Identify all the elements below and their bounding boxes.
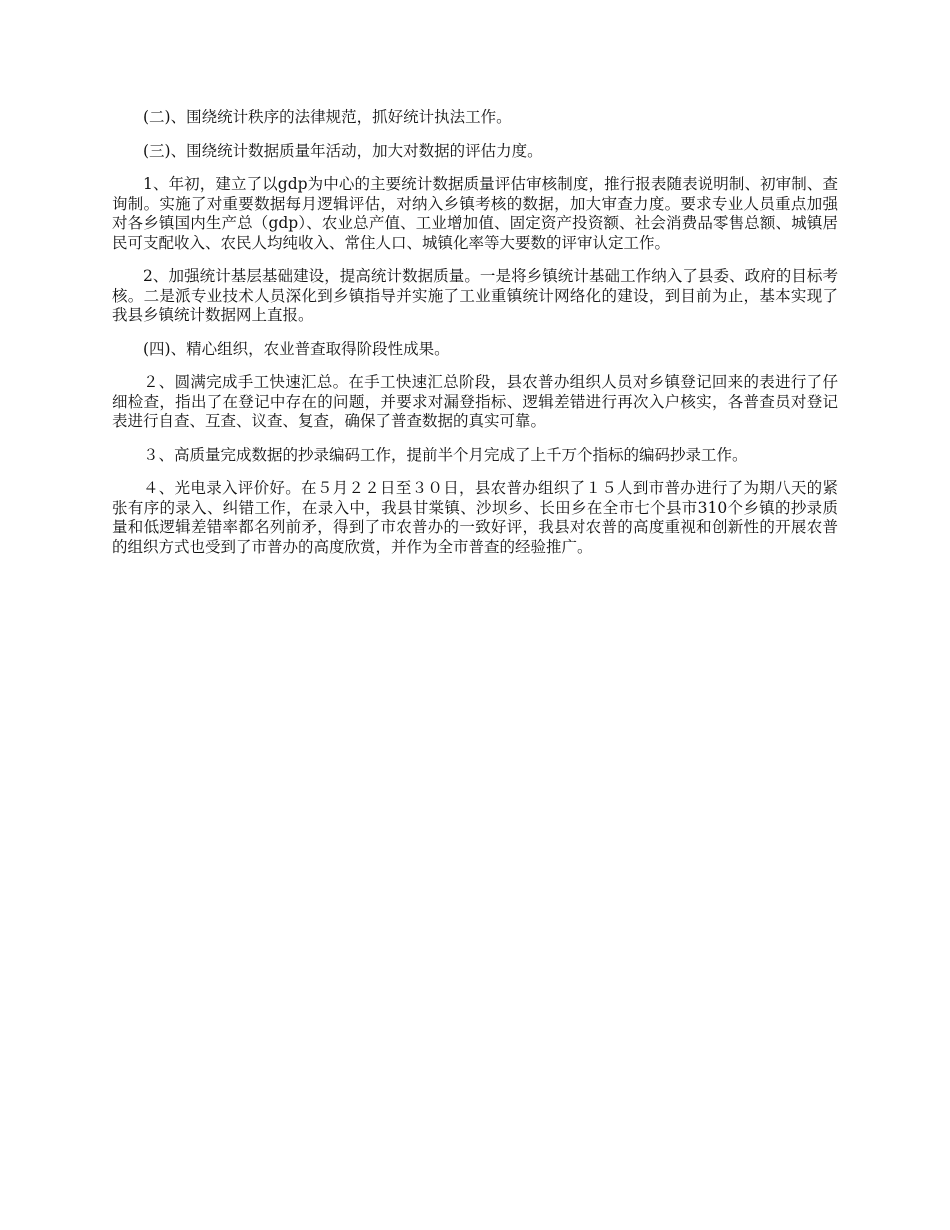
paragraph-optical-entry: ４、光电录入评价好。在５月２２日至３０日，县农普办组织了１５人到市普办进行了为期八天的紧张有序的录入、纠错工作，在录入中，我县甘棠镇、沙坝乡、长田乡在全市七个县市310个乡镇的抄录质量和低逻辑差错率都名列前矛，得到了市农普办的一致好评，我县对农普的高度重视和创新性的开展农普的组织方式也受到了市普办的高度欣赏，并作为全市普查的经验推广。	[112, 479, 838, 556]
document-body	[112, 108, 838, 571]
paragraph-manual-summary: ２、圆满完成手工快速汇总。在手工快速汇总阶段，县农普办组织人员对乡镇登记回来的表进行了仔细检查，指出了在登记中存在的问题，并要求对漏登指标、逻辑差错进行再次入户核实，各普查员对登记表进行自查、互查、议查、复查，确保了普查数据的真实可靠。	[112, 373, 838, 430]
heading-section-4: (四)、精心组织，农业普查取得阶段性成果。	[143, 339, 450, 358]
heading-section-3: (三)、围绕统计数据质量年活动，加大对数据的评估力度。	[143, 141, 543, 160]
heading-section-2: (二)、围绕统计秩序的法律规范，抓好统计执法工作。	[143, 108, 512, 126]
paragraph-data-encoding: ３、高质量完成数据的抄录编码工作，提前半个月完成了上千万个指标的编码抄录工作。	[143, 445, 748, 464]
paragraph-item-2: 2、加强统计基层基础建设，提高统计数据质量。一是将乡镇统计基础工作纳入了县委、政府的目标考核。二是派专业技术人员深化到乡镇指导并实施了工业重镇统计网络化的建设，到目前为止，基本实现了我县乡镇统计数据网上直报。	[112, 267, 838, 324]
paragraph-item-1: 1、年初，建立了以gdp为中心的主要统计数据质量评估审核制度，推行报表随表说明制、初审制、查询制。实施了对重要数据每月逻辑评估，对纳入乡镇考核的数据，加大审查力度。要求专业人员重点加强对各乡镇国内生产总（gdp）、农业总产值、工业增加值、固定资产投资额、社会消费品零售总额、城镇居民可支配收入、农民人均纯收入、常住人口、城镇化率等大要数的评审认定工作。	[112, 175, 838, 252]
